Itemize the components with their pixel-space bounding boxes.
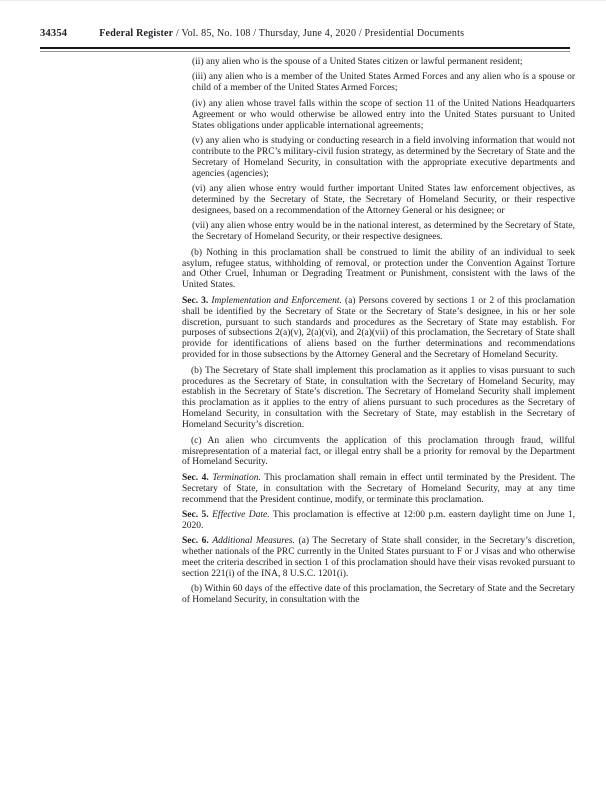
section-paragraph <box>182 510 575 532</box>
body-paragraph: (b) Nothing in this proclamation shall be construed to limit the ability of an individual to seek asylum, refugee status, withholding of removal, or protection under the Convention Against Torture and Other Cruel, Inhuman or Degrading Treatment or Punishment, consistent with the laws of the United States. <box>182 247 575 291</box>
document-body <box>182 57 575 611</box>
section-text: (a) Persons covered by sections 1 or 2 of this proclamation shall be identified by the Secretary of State or the Secretary of State’s designee, in his or her sole discretion, pursuant to such standards and procedures as the Secretary of State may establish. For purposes of subsections 2(a)(v), 2(a)(vi), and 2(a)(vii) of this proclamation, the Secretary of State shall provide for identifications of aliens based on the further determinations and recommendations provided for in those subsections by the Attorney General and the Secretary of Homeland Security. <box>182 295 576 361</box>
section-title: Additional Measures. <box>212 536 295 547</box>
section-text: This proclamation shall remain in effect until terminated by the President. The Secretary of State, in consultation with the Secretary of Homeland Security, may at any time recommend that the President continue, modify, or terminate this proclamation. <box>182 472 575 505</box>
page-number: 34354 <box>40 28 68 39</box>
journal-line <box>99 28 464 39</box>
journal-title: Federal Register <box>99 28 174 39</box>
section-label: Sec. 4. <box>182 472 209 483</box>
header-rule-thin <box>40 51 570 52</box>
page-header <box>40 28 570 39</box>
section-paragraph <box>182 536 575 580</box>
list-item-paragraph: (iii) any alien who is a member of the United States Armed Forces and any alien who is a spouse or child of a member of the United States Armed Forces; <box>192 72 575 94</box>
list-item-paragraph: (v) any alien who is studying or conducting research in a field involving information that would not contribute to the PRC’s military-civil fusion strategy, as determined by the Secretary of State and the Secretary of Homeland Security, in consultation with the appropriate executive departments and agencies (agencies); <box>192 135 575 179</box>
section-title: Implementation and Enforcement. <box>211 295 342 306</box>
section-title: Effective Date. <box>212 510 270 521</box>
body-paragraph: (b) Within 60 days of the effective date of this proclamation, the Secretary of State and the Secretary of Homeland Security, in consultation with the <box>182 584 575 606</box>
list-item-paragraph: (iv) any alien whose travel falls within the scope of section 11 of the United Nations Headquarters Agreement or who would otherwise be allowed entry into the United States pursuant to United States obligations under applicable international agreements; <box>192 98 575 131</box>
body-paragraph: (b) The Secretary of State shall implement this proclamation as it applies to visas pursuant to such procedures as the Secretary of State, in consultation with the Secretary of Homeland Security, may establish in the Secretary of State’s discretion. The Secretary of Homeland Security shall implement this proclamation as it applies to the entry of aliens pursuant to such procedures as the Secretary of Homeland Security, in consultation with the Secretary of State, may establish in the Secretary of Homeland Security’s discretion. <box>182 365 575 431</box>
section-paragraph <box>182 473 575 506</box>
section-title: Termination. <box>212 472 261 483</box>
header-rule-thick <box>40 47 570 49</box>
body-paragraph: (c) An alien who circumvents the application of this proclamation through fraud, willful misrepresentation of a material fact, or illegal entry shall be a priority for removal by the Department of Homeland Security. <box>182 435 575 468</box>
list-item-paragraph: (vi) any alien whose entry would further important United States law enforcement objectives, as determined by the Secretary of State, the Secretary of Homeland Security, or their respective designees, based on a recommendation of the Attorney General or his designee; or <box>192 184 575 216</box>
list-item-paragraph: (ii) any alien who is the spouse of a United States citizen or lawful permanent resident; <box>192 57 523 67</box>
section-text: This proclamation is effective at 12:00 p.m. eastern daylight time on June 1, 2020. <box>182 510 575 531</box>
section-text: (a) The Secretary of State shall consider, in the Secretary’s discretion, whether nationals of the PRC currently in the United States pursuant to F or J visas and who otherwise meet the criteria described in section 1 of this proclamation should have their visas revoked pursuant to section 221(i) of the INA, 8 U.S.C. 1201(i). <box>182 536 576 580</box>
section-label: Sec. 6. <box>182 536 209 547</box>
section-label: Sec. 5. <box>182 510 209 521</box>
section-label: Sec. 3. <box>182 295 209 306</box>
section-paragraph <box>182 296 575 361</box>
journal-issue-info: / Vol. 85, No. 108 / Thursday, June 4, 2020 / Presidential Documents <box>173 28 465 39</box>
list-item-paragraph: (vii) any alien whose entry would be in the national interest, as determined by the Secretary of State, the Secretary of Homeland Security, or their respective designees. <box>192 221 575 243</box>
